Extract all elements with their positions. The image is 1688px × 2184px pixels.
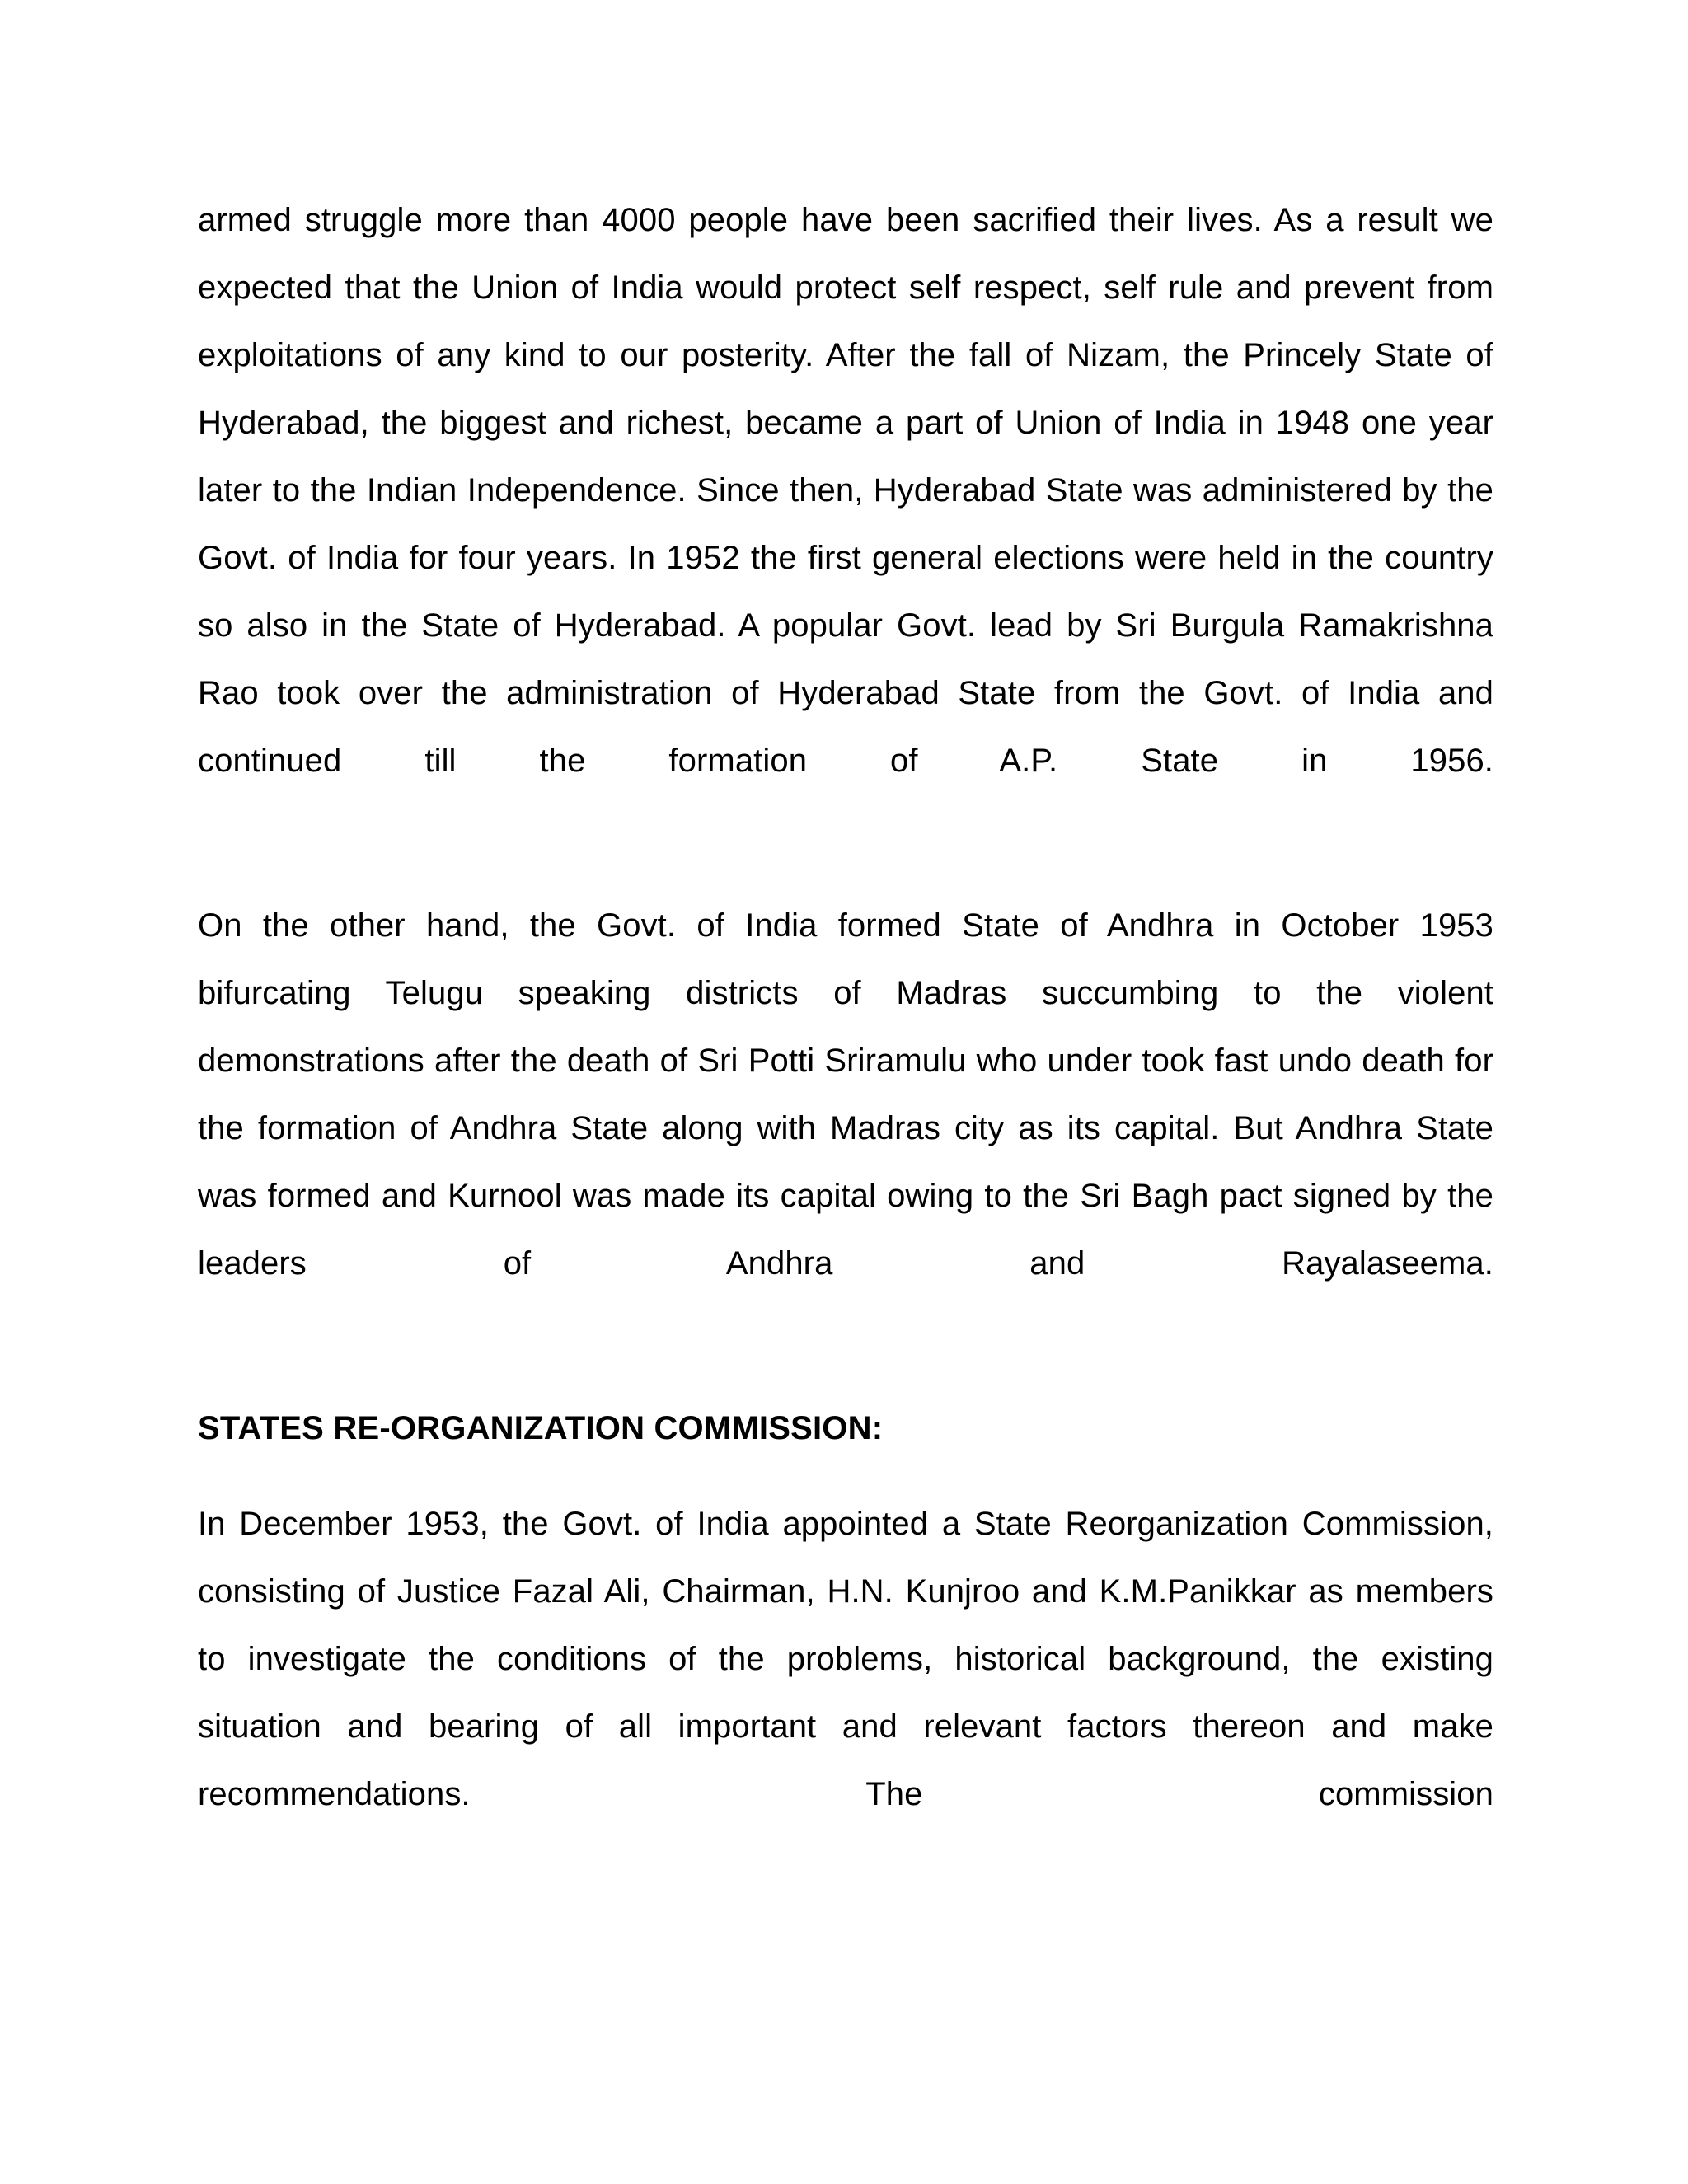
paragraph-armed-struggle: armed struggle more than 4000 people have been sacrified their lives. As a result we expected that the Union of India would protect self respect, self rule and prevent from exploitations of any kind to our posterity. After the fall of Nizam, the Princely State of Hyderabad, the biggest and richest, became a part of Union of India in 1948 one year later to the Indian Independence. Since then, Hyderabad State was administered by the Govt. of India for four years. In 1952 the first general elections were held in the country so also in the State of Hyderabad. A popular Govt. lead by Sri Burgula Ramakrishna Rao took over the administration of Hyderabad State from the Govt. of India and continued till the formation of A.P. State in 1956. (198, 202, 1493, 779)
paragraph-commission-members: In December 1953, the Govt. of India appointed a State Reorganization Commission, consisting of Justice Fazal Ali, Chairman, H.N. Kunjroo and K.M.Panikkar as members to investigate the conditions of the problems, historical background, the existing situation and bearing of all important and relevant factors thereon and make recommendations. The commission (198, 1506, 1493, 1812)
paragraph-andhra-formation: On the other hand, the Govt. of India formed State of Andhra in October 1953 bifurcating Telugu speaking districts of Madras succumbing to the violent demonstrations after the death of Sri Potti Sriramulu who under took fast undo death for the formation of Andhra State along with Madras city as its capital. But Andhra State was formed and Kurnool was made its capital owing to the Sri Bagh pact signed by the leaders of Andhra and Rayalaseema. (198, 907, 1493, 1282)
heading-states-reorganization-commission: STATES RE-ORGANIZATION COMMISSION: (198, 1410, 884, 1446)
page-text-column (198, 186, 1493, 1896)
